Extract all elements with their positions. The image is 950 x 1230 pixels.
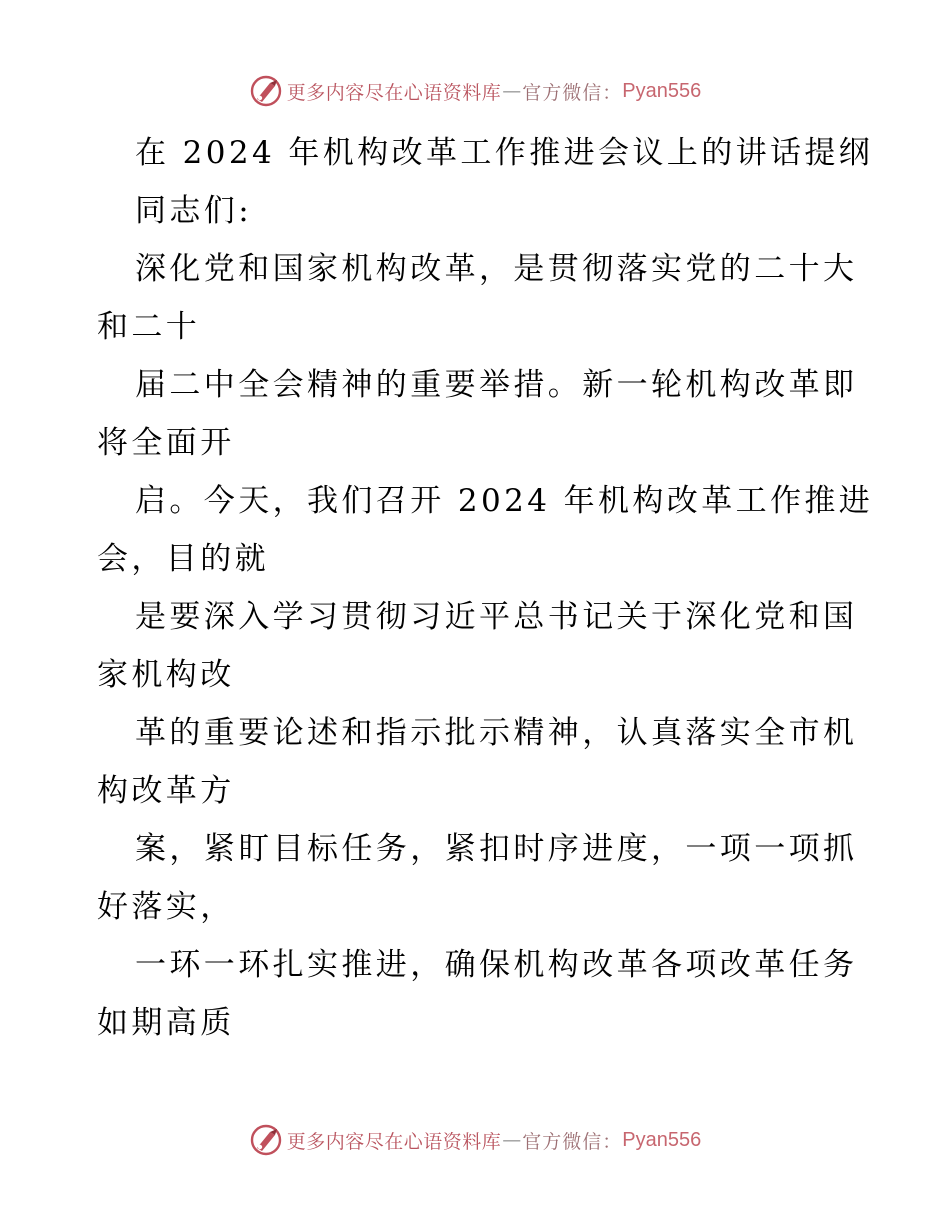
paragraph-line: 和二十 [97,309,201,345]
paragraph-line: 深化党和国家机构改革，是贯彻落实党的二十大 [135,251,858,287]
watermark-dash: — [502,1129,522,1151]
watermark-label: 官方微信： [522,81,623,104]
paragraph-line: 案，紧盯目标任务，紧扣时序进度，一项一项抓 [135,831,858,867]
watermark-brand: 更多内容尽在心语资料库 [286,81,502,104]
paragraph-line: 届二中全会精神的重要举措。新一轮机构改革即 [135,367,858,403]
salutation: 同志们: [135,193,253,229]
document-title: 在 2024 年机构改革工作推进会议上的讲话提纲 [135,135,874,171]
paragraph-line: 一环一环扎实推进，确保机构改革各项改革任务 [135,947,858,983]
watermark-brand: 更多内容尽在心语资料库 [286,1130,502,1153]
pen-logo-icon [249,74,283,108]
paragraph-line: 将全面开 [97,425,235,461]
paragraph-line: 革的重要论述和指示批示精神，认真落实全市机 [135,715,858,751]
pen-logo-icon [249,1123,283,1157]
paragraph-line: 构改革方 [97,773,235,809]
paragraph-line: 家机构改 [97,657,235,693]
paragraph-line: 如期高质 [97,1005,235,1041]
watermark-label: 官方微信： [522,1130,623,1153]
footer-watermark [0,1120,950,1160]
watermark-wechat-id: Pyan556 [622,1128,702,1151]
document-body [97,124,874,1052]
watermark-wechat-id: Pyan556 [622,79,702,102]
paragraph-line: 是要深入学习贯彻习近平总书记关于深化党和国 [135,599,858,635]
paragraph-line: 启。今天，我们召开 2024 年机构改革工作推进 [135,483,874,519]
watermark-dash: — [502,80,522,102]
paragraph-line: 好落实， [97,889,235,925]
header-watermark [0,71,950,111]
paragraph-line: 会，目的就 [97,541,269,577]
